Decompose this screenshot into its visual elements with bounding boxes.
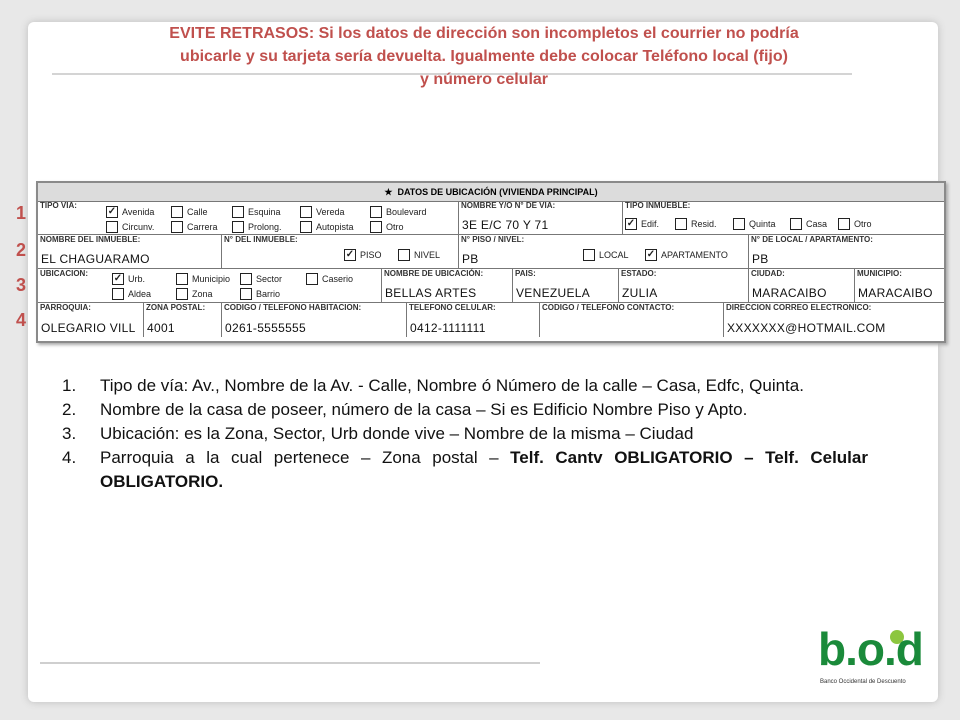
check-icon: ✓ xyxy=(345,249,355,260)
checkbox-quinta[interactable]: Quinta xyxy=(733,218,776,230)
list-item: 1. Tipo de vía: Av., Nombre de la Av. - Calle, Nombre ó Número de la calle – Casa, Edfc, Quinta. xyxy=(62,376,804,395)
checkbox-otro-inmueble[interactable]: Otro xyxy=(838,218,872,230)
tipo-inmueble-cell xyxy=(623,201,944,235)
checkbox-municipio[interactable]: Municipio xyxy=(176,273,230,285)
correo-value[interactable]: XXXXXXX@HOTMAIL.COM xyxy=(727,321,886,335)
tipo-via-label: TIPO VIA: xyxy=(40,201,77,210)
list-item: 4. Parroquia a la cual pertenece – Zona postal – Telf. Cantv OBLIGATORIO – Telf. Celular OBLIGATORIO. xyxy=(62,448,868,491)
pais-cell xyxy=(513,269,619,303)
bottom-divider xyxy=(40,662,540,664)
checkbox-circunv[interactable]: Circunv. xyxy=(106,221,154,233)
num-inmueble-cell xyxy=(222,235,459,269)
tel-habitacion-cell xyxy=(222,303,407,337)
checkbox-carrera[interactable]: Carrera xyxy=(171,221,218,233)
check-icon: ✓ xyxy=(107,206,117,217)
check-icon: ✓ xyxy=(113,273,123,284)
checkbox-local[interactable]: LOCAL xyxy=(583,249,629,261)
num-inmueble-label: N° DEL INMUEBLE: xyxy=(224,235,298,244)
municipio-value[interactable]: MARACAIBO xyxy=(858,286,933,300)
ciudad-value[interactable]: MARACAIBO xyxy=(752,286,827,300)
marker-4: 4 xyxy=(15,310,26,330)
checkbox-otro-via[interactable]: Otro xyxy=(370,221,404,233)
checkbox-aldea[interactable]: Aldea xyxy=(112,288,151,300)
correo-label: DIRECCION CORREO ELECTRONICO: xyxy=(726,303,872,312)
nombre-ubicacion-value[interactable]: BELLAS ARTES xyxy=(385,286,477,300)
check-icon: ✓ xyxy=(646,249,656,260)
tel-celular-label: TELEFONO CELULAR: xyxy=(409,303,496,312)
checkbox-sector[interactable]: Sector xyxy=(240,273,282,285)
notice-line3: y número celular xyxy=(419,71,549,88)
tel-habitacion-label: CODIGO / TELEFONO HABITACION: xyxy=(224,303,362,312)
notice-line2: ubicarle y su tarjeta sería devuelta. Igualmente debe colocar Teléfono local (fijo) xyxy=(180,48,788,65)
pais-value[interactable]: VENEZUELA xyxy=(516,286,591,300)
nombre-ubicacion-label: NOMBRE DE UBICACIÓN: xyxy=(384,269,484,278)
zona-postal-label: ZONA POSTAL: xyxy=(146,303,206,312)
num-local-cell xyxy=(749,235,944,269)
checkbox-nivel[interactable]: NIVEL xyxy=(398,249,440,261)
checkbox-autopista[interactable]: Autopista xyxy=(300,221,354,233)
checkbox-casa[interactable]: Casa xyxy=(790,218,827,230)
checkbox-vereda[interactable]: Vereda xyxy=(300,206,345,218)
ciudad-cell xyxy=(749,269,855,303)
form-title xyxy=(38,183,944,202)
address-form xyxy=(36,181,946,343)
tel-contacto-cell xyxy=(540,303,724,337)
logo-subtitle: Banco Occidental de Descuento xyxy=(820,679,906,685)
checkbox-caserio[interactable]: Caserio xyxy=(306,273,353,285)
form-title-text: DATOS DE UBICACIÓN (VIVIENDA PRINCIPAL) xyxy=(397,187,598,197)
nombre-via-value[interactable]: 3E E/C 70 Y 71 xyxy=(462,218,549,232)
checkbox-barrio[interactable]: Barrio xyxy=(240,288,280,300)
notice-prefix: EVITE RETRASOS: xyxy=(169,25,315,42)
ciudad-label: CIUDAD: xyxy=(751,269,785,278)
tel-celular-cell xyxy=(407,303,540,337)
bod-logo xyxy=(816,622,938,712)
checkbox-piso[interactable]: ✓ PISO xyxy=(345,249,382,260)
piso-nivel-value[interactable]: PB xyxy=(462,252,479,266)
ubicacion-cell xyxy=(38,269,382,303)
checkbox-prolong[interactable]: Prolong. xyxy=(232,221,282,233)
estado-cell xyxy=(619,269,749,303)
nombre-via-cell xyxy=(459,201,623,235)
nombre-via-label: NOMBRE Y/O N° DE VIA: xyxy=(461,201,556,210)
slide-background xyxy=(28,22,938,702)
municipio-label: MUNICIPIO: xyxy=(857,269,902,278)
nombre-inmueble-cell xyxy=(38,235,222,269)
notice-text xyxy=(92,22,876,91)
checkbox-apartamento[interactable]: ✓ APARTAMENTO xyxy=(646,249,728,260)
checkbox-esquina[interactable]: Esquina xyxy=(232,206,281,218)
municipio-cell xyxy=(855,269,944,303)
parroquia-label: PARROQUIA: xyxy=(40,303,91,312)
checkbox-resid[interactable]: Resid. xyxy=(675,218,717,230)
parroquia-value[interactable]: OLEGARIO VILL xyxy=(41,321,136,335)
checkbox-urb[interactable]: ✓ Urb. xyxy=(113,273,146,284)
check-icon: ✓ xyxy=(626,218,636,229)
tel-habitacion-value[interactable]: 0261-5555555 xyxy=(225,321,307,335)
checkbox-zona[interactable]: Zona xyxy=(176,288,213,300)
star-icon: ★ xyxy=(384,187,393,197)
logo-word: b.o.d xyxy=(818,623,923,675)
num-local-value[interactable]: PB xyxy=(752,252,769,266)
tel-contacto-label: CODIGO / TELEFONO CONTACTO: xyxy=(542,303,675,312)
piso-nivel-cell xyxy=(459,235,749,269)
tipo-inmueble-label: TIPO INMUEBLE: xyxy=(625,201,691,210)
checkbox-avenida[interactable]: ✓ Avenida xyxy=(107,206,155,217)
estado-value[interactable]: ZULIA xyxy=(622,286,658,300)
marker-2: 2 xyxy=(15,240,26,260)
nombre-inmueble-label: NOMBRE DEL INMUEBLE: xyxy=(40,235,141,244)
piso-nivel-label: N° PISO / NIVEL: xyxy=(461,235,525,244)
num-local-label: N° DE LOCAL / APARTAMENTO: xyxy=(751,235,873,244)
marker-3: 3 xyxy=(15,275,26,295)
nombre-ubicacion-cell xyxy=(382,269,513,303)
list-item: 3. Ubicación: es la Zona, Sector, Urb donde vive – Nombre de la misma – Ciudad xyxy=(62,424,694,443)
notice-line1: Si los datos de dirección son incompletos el courrier no podría xyxy=(314,25,799,42)
checkbox-edif[interactable]: ✓ Edif. xyxy=(626,218,660,229)
nombre-inmueble-value[interactable]: EL CHAGUARAMO xyxy=(41,252,150,266)
tel-celular-value[interactable]: 0412-1111111 xyxy=(410,321,486,335)
parroquia-cell xyxy=(38,303,144,337)
instructions-list xyxy=(62,374,868,494)
marker-1: 1 xyxy=(15,203,26,223)
estado-label: ESTADO: xyxy=(621,269,657,278)
checkbox-boulevard[interactable]: Boulevard xyxy=(370,206,427,218)
tipo-via-cell xyxy=(38,201,459,235)
ubicacion-label: UBICACION: xyxy=(40,269,88,278)
list-item: 2. Nombre de la casa de poseer, número de la casa – Si es Edificio Nombre Piso y Apto. xyxy=(62,400,748,419)
pais-label: PAIS: xyxy=(515,269,536,278)
checkbox-calle[interactable]: Calle xyxy=(171,206,208,218)
zona-postal-value[interactable]: 4001 xyxy=(147,321,175,335)
correo-cell xyxy=(724,303,944,337)
zona-postal-cell xyxy=(144,303,222,337)
